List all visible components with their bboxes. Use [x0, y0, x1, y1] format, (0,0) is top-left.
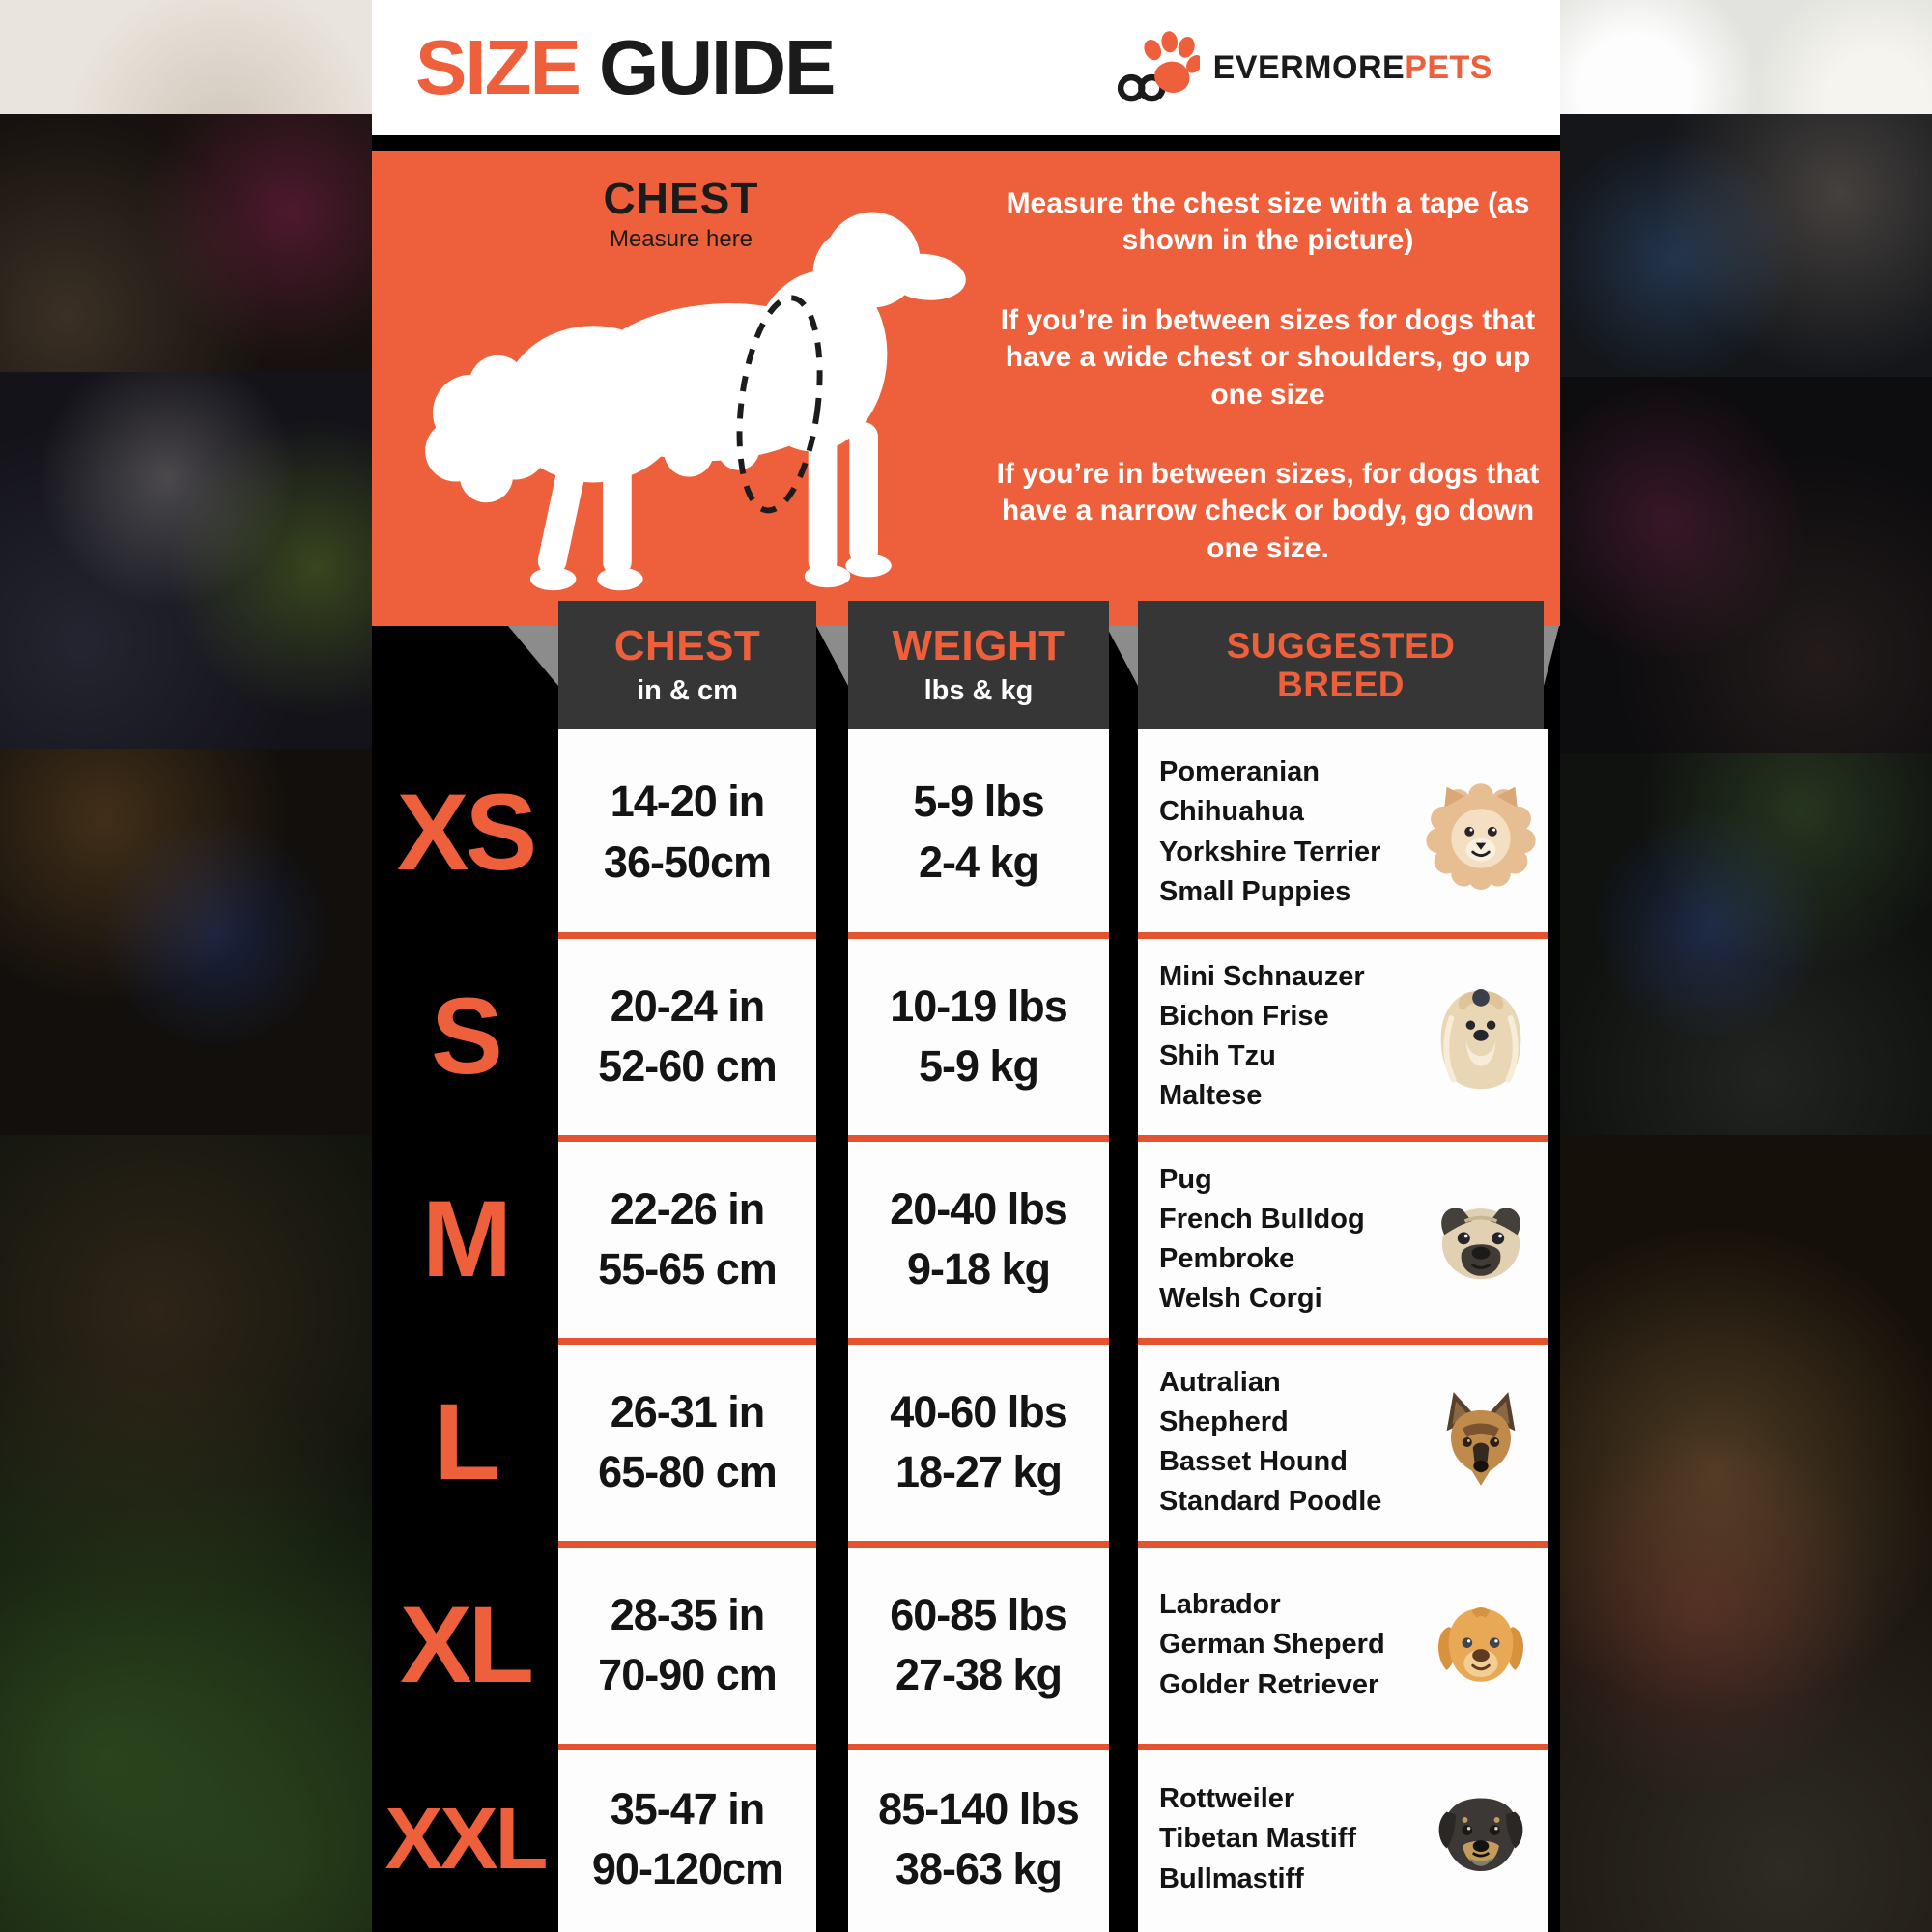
golden-retriever-icon	[1424, 1588, 1538, 1702]
column-header-weight-title: WEIGHT	[892, 622, 1065, 670]
background-photo-dog-blue-harness	[0, 749, 372, 1135]
background-photo-top-left	[0, 0, 372, 114]
header-band	[372, 0, 1560, 135]
weight-value-m: 20-40 lbs 9-18 kg	[890, 1183, 1067, 1293]
background-photo-top-right	[1560, 0, 1932, 114]
page-title	[415, 23, 834, 112]
chest-value-xxl: 35-47 in 90-120cm	[591, 1783, 783, 1893]
background-photo-black-dog	[1560, 377, 1932, 753]
chest-value-l: 26-31 in 65-80 cm	[598, 1386, 777, 1496]
infographic-column	[372, 0, 1560, 1932]
background-photo-dog-pink-harness	[0, 114, 372, 372]
breed-cell-xxl: Rottweiler Tibetan Mastiff Bullmastiff	[1138, 1747, 1548, 1932]
page-title-accent: SIZE	[415, 24, 580, 110]
brand-name-primary: EVERMORE	[1212, 48, 1406, 86]
chest-value-xl: 28-35 in 70-90 cm	[598, 1589, 777, 1699]
instruction-3: If you’re in between sizes, for dogs that have a narrow check or body, go down one size.	[996, 457, 1540, 564]
background-photo-dog-blue-patch	[1560, 114, 1932, 377]
background-photo-spaniel-grass	[0, 1135, 372, 1932]
chest-callout-sublabel: Measure here	[609, 226, 753, 252]
size-label-s: S	[431, 976, 499, 1096]
weight-value-s: 10-19 lbs 5-9 kg	[890, 980, 1067, 1091]
page-title-rest: GUIDE	[599, 24, 835, 110]
german-shepherd-icon	[1424, 1385, 1538, 1499]
chest-callout	[565, 172, 797, 253]
size-label-m: M	[421, 1179, 509, 1299]
weight-value-l: 40-60 lbs 18-27 kg	[890, 1386, 1067, 1496]
brand-name-accent: PETS	[1405, 48, 1492, 86]
instructions	[995, 185, 1541, 567]
fold-wedge	[1106, 626, 1138, 686]
size-label-l: L	[434, 1381, 497, 1502]
column-header-chest	[558, 601, 816, 729]
column-header-weight-subtitle: lbs & kg	[923, 674, 1034, 706]
pug-icon	[1424, 1182, 1538, 1296]
size-label-xl: XL	[399, 1584, 531, 1705]
background-photo-puppy-green-harness	[0, 372, 372, 749]
size-label-xs: XS	[396, 771, 534, 893]
column-header-chest-subtitle: in & cm	[637, 674, 738, 706]
breed-cell-m: Pug French Bulldog Pembroke Welsh Corgi	[1138, 1138, 1548, 1341]
brand-name	[1213, 49, 1492, 87]
chest-value-xs: 14-20 in 36-50cm	[603, 777, 772, 887]
column-header-breed-title: SUGGESTED BREED	[1226, 625, 1456, 704]
rottweiler-icon	[1424, 1782, 1538, 1896]
column-header-weight	[848, 601, 1109, 729]
fold-wedge	[508, 626, 558, 686]
breed-cell-l: Autralian Shepherd Basset Hound Standard Poodle	[1138, 1341, 1548, 1544]
weight-value-xl: 60-85 lbs 27-38 kg	[890, 1589, 1067, 1699]
size-label-xxl: XXL	[384, 1791, 546, 1888]
weight-value-xs: 5-9 lbs 2-4 kg	[913, 777, 1044, 887]
breed-cell-s: Mini Schnauzer Bichon Frise Shih Tzu Maltese	[1138, 935, 1548, 1138]
breed-cell-xl: Labrador German Sheperd Golder Retriever	[1138, 1544, 1548, 1747]
shih-tzu-icon	[1424, 980, 1538, 1094]
chest-value-m: 22-26 in 55-65 cm	[598, 1183, 777, 1293]
breed-cell-xs: Pomeranian Chihuahua Yorkshire Terrier Small Puppies	[1138, 729, 1548, 935]
instruction-1: Measure the chest size with a tape (as shown in the picture)	[1006, 187, 1530, 257]
background-photo-tan-dog	[1560, 1135, 1932, 1932]
instruction-2: If you’re in between sizes for dogs that have a wide chest or shoulders, go up one size	[1000, 303, 1536, 411]
chest-callout-label: CHEST	[603, 173, 759, 223]
pomeranian-icon	[1424, 776, 1538, 890]
column-header-breed	[1138, 601, 1544, 729]
measure-panel	[372, 151, 1560, 626]
chest-value-s: 20-24 in 52-60 cm	[598, 980, 777, 1091]
column-header-chest-title: CHEST	[613, 622, 761, 670]
background-photo-dog-road	[1560, 753, 1932, 1135]
brand-logo	[1111, 23, 1492, 112]
fold-wedge	[1544, 626, 1559, 686]
paw-infinity-icon	[1111, 23, 1200, 112]
weight-value-xxl: 85-140 lbs 38-63 kg	[878, 1783, 1079, 1893]
fold-wedge	[816, 626, 848, 686]
